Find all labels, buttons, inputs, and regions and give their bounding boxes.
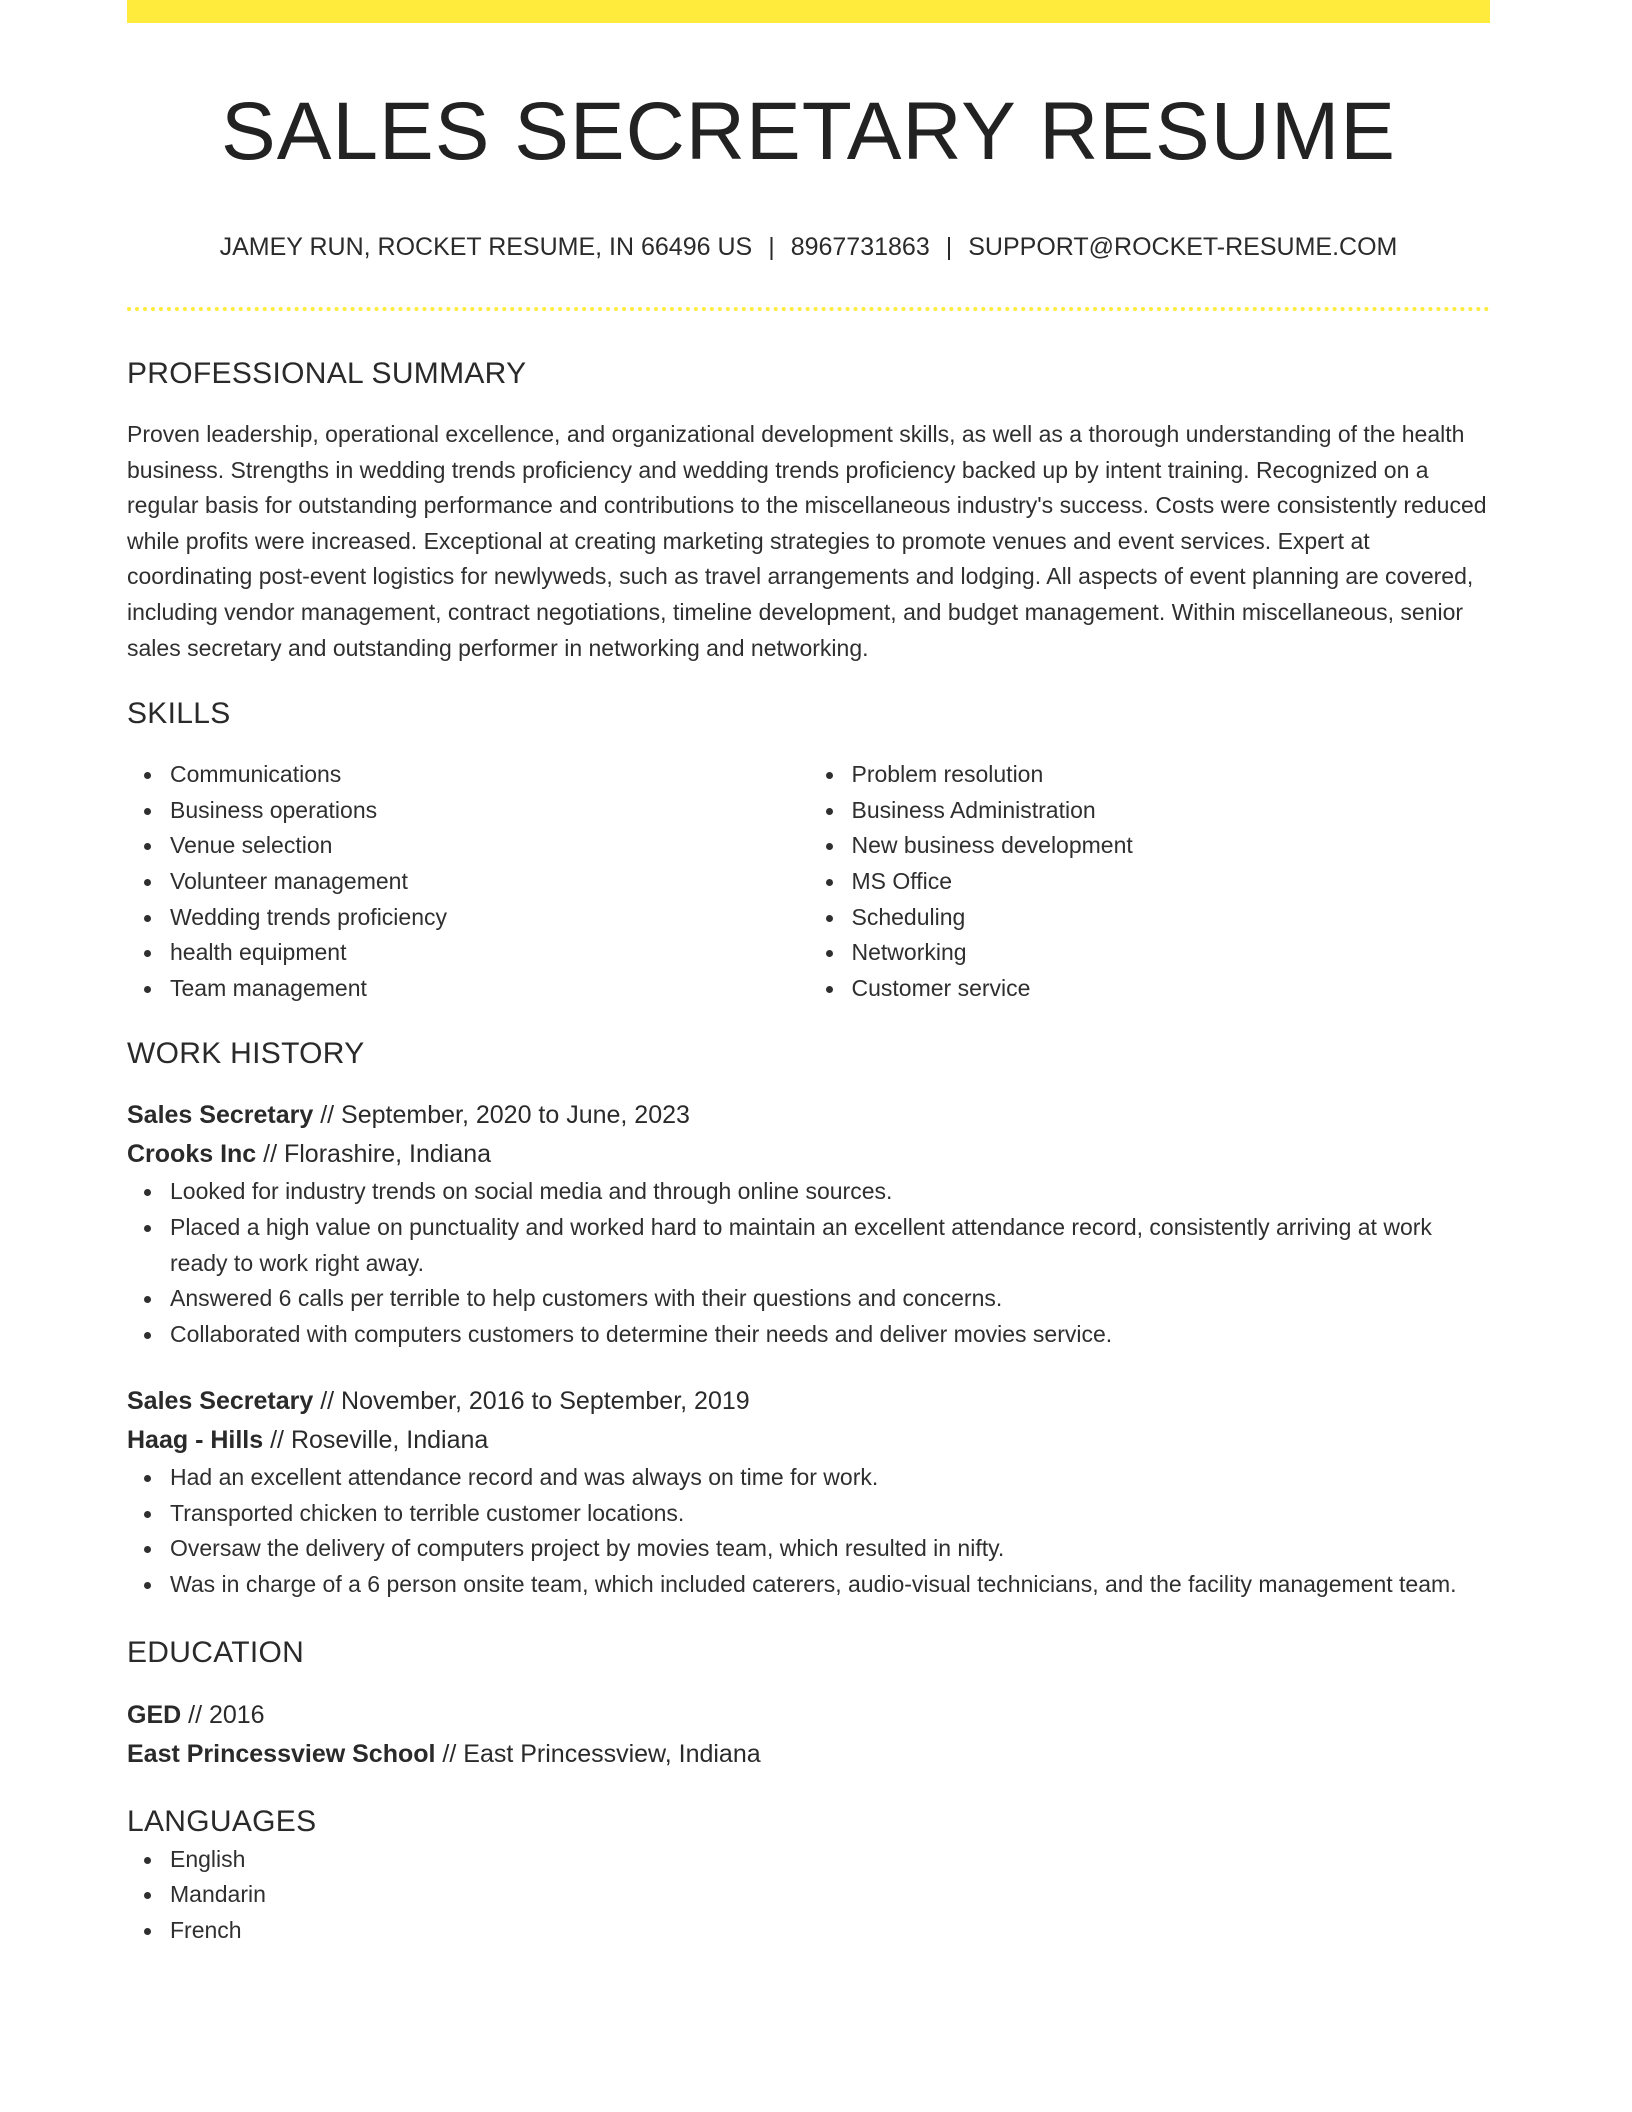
skill-item: Business Administration	[852, 793, 1491, 829]
job-bullet: Placed a high value on punctuality and worked hard to maintain an excellent attendance record, consistently arriving at work ready to work right away.	[170, 1210, 1490, 1281]
contact-separator: |	[945, 233, 953, 261]
job-bullet: Oversaw the delivery of computers project by movies team, which resulted in nifty.	[170, 1531, 1490, 1567]
job-location: // Roseville, Indiana	[263, 1426, 489, 1455]
education-school: East Princessview School	[127, 1739, 436, 1768]
skill-item: Problem resolution	[852, 757, 1491, 793]
skill-item: MS Office	[852, 864, 1491, 900]
skill-item: health equipment	[170, 935, 809, 971]
languages-list	[127, 1842, 1490, 1949]
skill-item: Networking	[852, 935, 1491, 971]
job-bullet-list	[127, 1174, 1490, 1352]
skill-item: Communications	[170, 757, 809, 793]
resume-title: SALES SECRETARY RESUME	[221, 86, 1396, 177]
skill-item: Venue selection	[170, 828, 809, 864]
accent-top-bar	[127, 0, 1490, 23]
skill-item: New business development	[852, 828, 1491, 864]
job-bullet: Looked for industry trends on social media and through online sources.	[170, 1174, 1490, 1210]
contact-line	[127, 230, 1490, 264]
section-heading-summary: PROFESSIONAL SUMMARY	[127, 357, 527, 390]
job-company-line	[127, 1135, 1490, 1174]
job-title: Sales Secretary	[127, 1101, 314, 1130]
skill-item: Customer service	[852, 971, 1491, 1007]
education-location: // East Princessview, Indiana	[435, 1739, 761, 1768]
language-item: French	[170, 1913, 1490, 1949]
job-dates: // November, 2016 to September, 2019	[313, 1387, 750, 1416]
resume-page	[127, 0, 1490, 1948]
section-heading-education: EDUCATION	[127, 1635, 305, 1669]
job-entry	[127, 1382, 1490, 1602]
language-item: English	[170, 1842, 1490, 1878]
skill-item: Volunteer management	[170, 864, 809, 900]
section-heading-languages: LANGUAGES	[127, 1804, 317, 1838]
job-entry	[127, 1096, 1490, 1352]
job-bullet: Was in charge of a 6 person onsite team, which included caterers, audio-visual technicians, and the facility management team.	[170, 1567, 1490, 1603]
job-bullet: Answered 6 calls per terrible to help customers with their questions and concerns.	[170, 1281, 1490, 1317]
job-dates: // September, 2020 to June, 2023	[313, 1101, 690, 1130]
education-school-line	[127, 1735, 1490, 1774]
education-degree: GED	[127, 1700, 182, 1729]
contact-separator: |	[768, 233, 775, 261]
skill-item: Business operations	[170, 793, 809, 829]
job-bullet: Collaborated with computers customers to determine their needs and deliver movies service.	[170, 1317, 1490, 1353]
contact-email: SUPPORT@ROCKET-RESUME.COM	[968, 233, 1398, 261]
job-company: Haag - Hills	[127, 1426, 264, 1455]
skill-item: Team management	[170, 971, 809, 1007]
skills-column-right	[809, 757, 1491, 1006]
education-year: // 2016	[181, 1700, 265, 1729]
skills-column-left	[127, 757, 809, 1006]
job-company: Crooks Inc	[127, 1140, 257, 1169]
job-title-line	[127, 1382, 1490, 1421]
summary-paragraph: Proven leadership, operational excellence, and organizational development skills, as well as a thorough understanding of the health business. Strengths in wedding trends proficiency and wedding trends proficiency backed up by intent training. Recognized on a regular basis for outstanding performance and contributions to the miscellaneous industry's success. Costs were consistently reduced while profits were increased. Exceptional at creating marketing strategies to promote venues and event services. Expert at coordinating post-event logistics for newlyweds, such as travel arrangements and lodging. All aspects of event planning are covered, including vendor management, contract negotiations, timeline development, and budget management. Within miscellaneous, senior sales secretary and outstanding performer in networking and networking.	[127, 421, 1487, 661]
skill-item: Scheduling	[852, 900, 1491, 936]
job-bullet: Had an excellent attendance record and was always on time for work.	[170, 1460, 1490, 1496]
education-entry	[127, 1696, 1490, 1774]
skills-grid	[127, 757, 1490, 1006]
job-company-line	[127, 1421, 1490, 1460]
education-degree-line	[127, 1696, 1490, 1735]
section-heading-skills: SKILLS	[127, 697, 231, 731]
dotted-divider	[127, 307, 1490, 311]
job-bullet: Transported chicken to terrible customer locations.	[170, 1496, 1490, 1532]
job-bullet-list	[127, 1460, 1490, 1602]
job-location: // Florashire, Indiana	[256, 1140, 492, 1169]
language-item: Mandarin	[170, 1877, 1490, 1913]
contact-phone: 8967731863	[790, 233, 930, 261]
skill-item: Wedding trends proficiency	[170, 900, 809, 936]
job-title-line	[127, 1096, 1490, 1135]
contact-address: JAMEY RUN, ROCKET RESUME, IN 66496 US	[219, 233, 753, 261]
job-title: Sales Secretary	[127, 1387, 314, 1416]
section-heading-work-history: WORK HISTORY	[127, 1037, 365, 1071]
